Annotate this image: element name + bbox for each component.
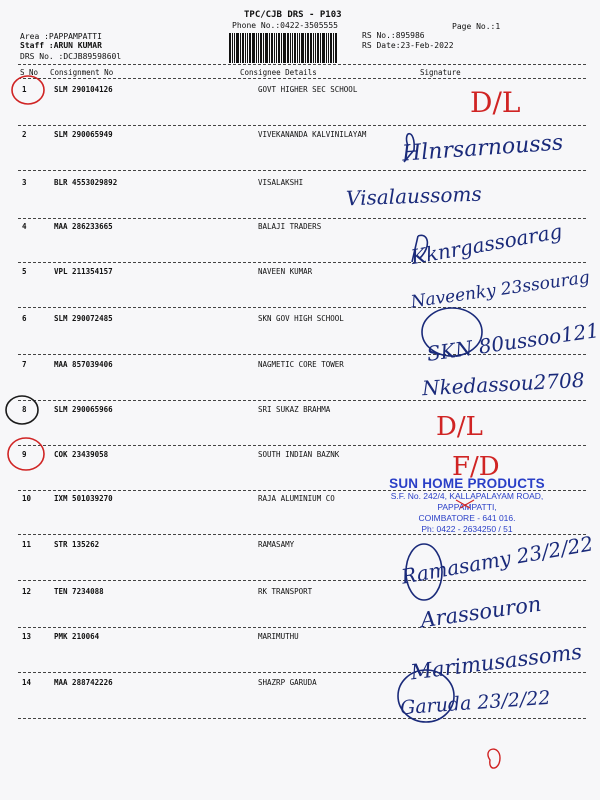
- barcode-bar: [330, 33, 332, 63]
- barcode-bar: [287, 33, 289, 63]
- row-divider: [18, 307, 586, 308]
- row-sno: 6: [22, 314, 27, 323]
- barcode-bar: [283, 33, 286, 63]
- column-signature: Signature: [420, 68, 461, 77]
- signature-row3: Visalaussoms: [345, 181, 483, 211]
- signature-row14: Garuda 23/2/22: [399, 686, 552, 720]
- barcode-bar: [265, 33, 268, 63]
- row-divider: [18, 627, 586, 628]
- row-consignment-no: VPL 211354157: [54, 267, 113, 276]
- row-sno: 8: [22, 405, 27, 414]
- barcode: [229, 33, 359, 63]
- mark-dl-row1: D/L: [470, 86, 521, 119]
- barcode-bar: [313, 33, 314, 63]
- table-row: [0, 450, 600, 470]
- signature-row2: Hlnrsarnousss: [401, 130, 564, 167]
- barcode-bar: [274, 33, 275, 63]
- signature-row11: Ramasamy 23/2/22: [399, 531, 595, 589]
- row-divider: [18, 170, 586, 171]
- row-consignee: SKN GOV HIGH SCHOOL: [258, 314, 344, 323]
- barcode-bar: [320, 33, 321, 63]
- barcode-bar: [335, 33, 337, 63]
- stamp-address-1: S.F. No. 242/4, KALLAPALAYAM ROAD,: [390, 491, 544, 501]
- barcode-bar: [242, 33, 244, 63]
- row-divider: [18, 580, 586, 581]
- row-consignment-no: SLM 290072485: [54, 314, 113, 323]
- mark-dl-row8: D/L: [436, 412, 483, 442]
- column-consignee: Consignee Details: [240, 68, 317, 77]
- row-sno: 14: [22, 678, 32, 687]
- barcode-bar: [317, 33, 319, 63]
- barcode-bar: [305, 33, 306, 63]
- barcode-bar: [269, 33, 270, 63]
- staff-field: Staff :ARUN KUMAR: [20, 41, 102, 50]
- row-consignee: NAGMETIC CORE TOWER: [258, 360, 344, 369]
- barcode-bar: [234, 33, 235, 63]
- barcode-bar: [258, 33, 259, 63]
- phone-number: Phone No.:0422-3505555: [232, 21, 338, 30]
- stamp-address-2: PAPPAMPATTI,: [437, 502, 497, 512]
- page-number: Page No.:1: [452, 22, 501, 31]
- row-consignment-no: SLM 290065949: [54, 130, 113, 139]
- row-divider: [18, 445, 586, 446]
- row-sno: 9: [22, 450, 27, 459]
- barcode-bar: [294, 33, 296, 63]
- row-sno: 13: [22, 632, 32, 641]
- barcode-bar: [236, 33, 239, 63]
- company-stamp: [372, 476, 562, 535]
- barcode-bar: [301, 33, 304, 63]
- row-consignment-no: MAA 857039406: [54, 360, 113, 369]
- stamp-phone: Ph: 0422 - 2634250 / 51: [421, 524, 513, 534]
- row-consignment-no: SLM 290065966: [54, 405, 113, 414]
- stamp-address-3: COIMBATORE - 641 016.: [418, 513, 516, 523]
- column-divider: [18, 78, 586, 79]
- barcode-bar: [315, 33, 316, 63]
- table-row: [0, 178, 600, 198]
- barcode-bar: [252, 33, 255, 63]
- signature-row7: Nkedassou2708: [421, 367, 586, 401]
- barcode-bar: [281, 33, 282, 63]
- row-consignment-no: BLR 4553029892: [54, 178, 118, 187]
- row-consignee: NAVEEN KUMAR: [258, 267, 313, 276]
- table-row: [0, 405, 600, 425]
- barcode-bar: [290, 33, 291, 63]
- red-heart-mark: [488, 749, 500, 768]
- barcode-bar: [232, 33, 233, 63]
- sheet-title: TPC/CJB DRS - P103: [244, 10, 342, 20]
- row-consignment-no: STR 135262: [54, 540, 100, 549]
- row-consignee: VIVEKANANDA KALVINILAYAM: [258, 130, 367, 139]
- row-sno: 4: [22, 222, 27, 231]
- row-consignment-no: MAA 286233665: [54, 222, 113, 231]
- barcode-bar: [278, 33, 280, 63]
- barcode-bar: [260, 33, 262, 63]
- row-divider: [18, 262, 586, 263]
- row-consignment-no: TEN 7234088: [54, 587, 104, 596]
- row-consignment-no: MAA 288742226: [54, 678, 113, 687]
- row-divider: [18, 400, 586, 401]
- signature-row6: SKN 80ussoo121: [425, 318, 600, 366]
- column-consignment: Consignment No: [50, 68, 114, 77]
- barcode-bar: [307, 33, 309, 63]
- barcode-bar: [247, 33, 248, 63]
- barcode-bar: [297, 33, 298, 63]
- row-sno: 7: [22, 360, 27, 369]
- rs-number: RS No.:895986: [362, 31, 425, 40]
- barcode-bar: [322, 33, 325, 63]
- row-consignee: RAJA ALUMINIUM CO: [258, 494, 335, 503]
- row-consignment-no: PMK 210064: [54, 632, 100, 641]
- row-consignment-no: COK 23439058: [54, 450, 109, 459]
- barcode-bar: [249, 33, 251, 63]
- barcode-bar: [326, 33, 327, 63]
- signature-row13: Marimusassoms: [409, 639, 584, 685]
- row-consignee: RAMASAMY: [258, 540, 295, 549]
- signature-row4: Kknrgassoarag: [409, 218, 564, 270]
- barcode-bar: [245, 33, 246, 63]
- row-sno: 11: [22, 540, 32, 549]
- row-sno: 3: [22, 178, 27, 187]
- row-sno: 1: [22, 85, 27, 94]
- stamp-name: SUN HOME PRODUCTS: [389, 476, 545, 491]
- row-consignment-no: SLM 290104126: [54, 85, 113, 94]
- row-consignment-no: IXM 501039270: [54, 494, 113, 503]
- barcode-bar: [333, 33, 334, 63]
- row-divider: [18, 125, 586, 126]
- header-divider: [18, 64, 586, 65]
- barcode-bar: [240, 33, 241, 63]
- row-sno: 12: [22, 587, 32, 596]
- area-field: Area :PAPPAMPATTI: [20, 32, 102, 41]
- barcode-bar: [292, 33, 293, 63]
- barcode-bar: [299, 33, 300, 63]
- row-sno: 10: [22, 494, 32, 503]
- mark-fd-row9: F/D: [452, 452, 500, 482]
- barcode-bar: [310, 33, 312, 63]
- signature-row12: Arassouron: [418, 591, 543, 633]
- row-consignee: SHAZRP GARUDA: [258, 678, 317, 687]
- barcode-bar: [229, 33, 231, 63]
- drs-number: DRS No. :DCJB8959860l: [20, 52, 122, 61]
- row-consignee: BALAJI TRADERS: [258, 222, 322, 231]
- rs-date: RS Date:23-Feb-2022: [362, 41, 454, 50]
- signature-row5: Naveenky 23ssourag: [409, 267, 591, 313]
- row-consignee: RK TRANSPORT: [258, 587, 313, 596]
- barcode-bar: [271, 33, 273, 63]
- barcode-bar: [256, 33, 257, 63]
- row-sno: 5: [22, 267, 27, 276]
- row-sno: 2: [22, 130, 27, 139]
- row-divider: [18, 718, 586, 719]
- row-consignee: SOUTH INDIAN BAZNK: [258, 450, 340, 459]
- row-consignee: GOVT HIGHER SEC SCHOOL: [258, 85, 358, 94]
- barcode-bar: [328, 33, 329, 63]
- column-sno: S No: [20, 68, 39, 77]
- row-consignee: MARIMUTHU: [258, 632, 299, 641]
- row-consignee: SRI SUKAZ BRAHMA: [258, 405, 331, 414]
- row-divider: [18, 218, 586, 219]
- barcode-bar: [263, 33, 264, 63]
- row-consignee: VISALAKSHI: [258, 178, 304, 187]
- barcode-bar: [276, 33, 277, 63]
